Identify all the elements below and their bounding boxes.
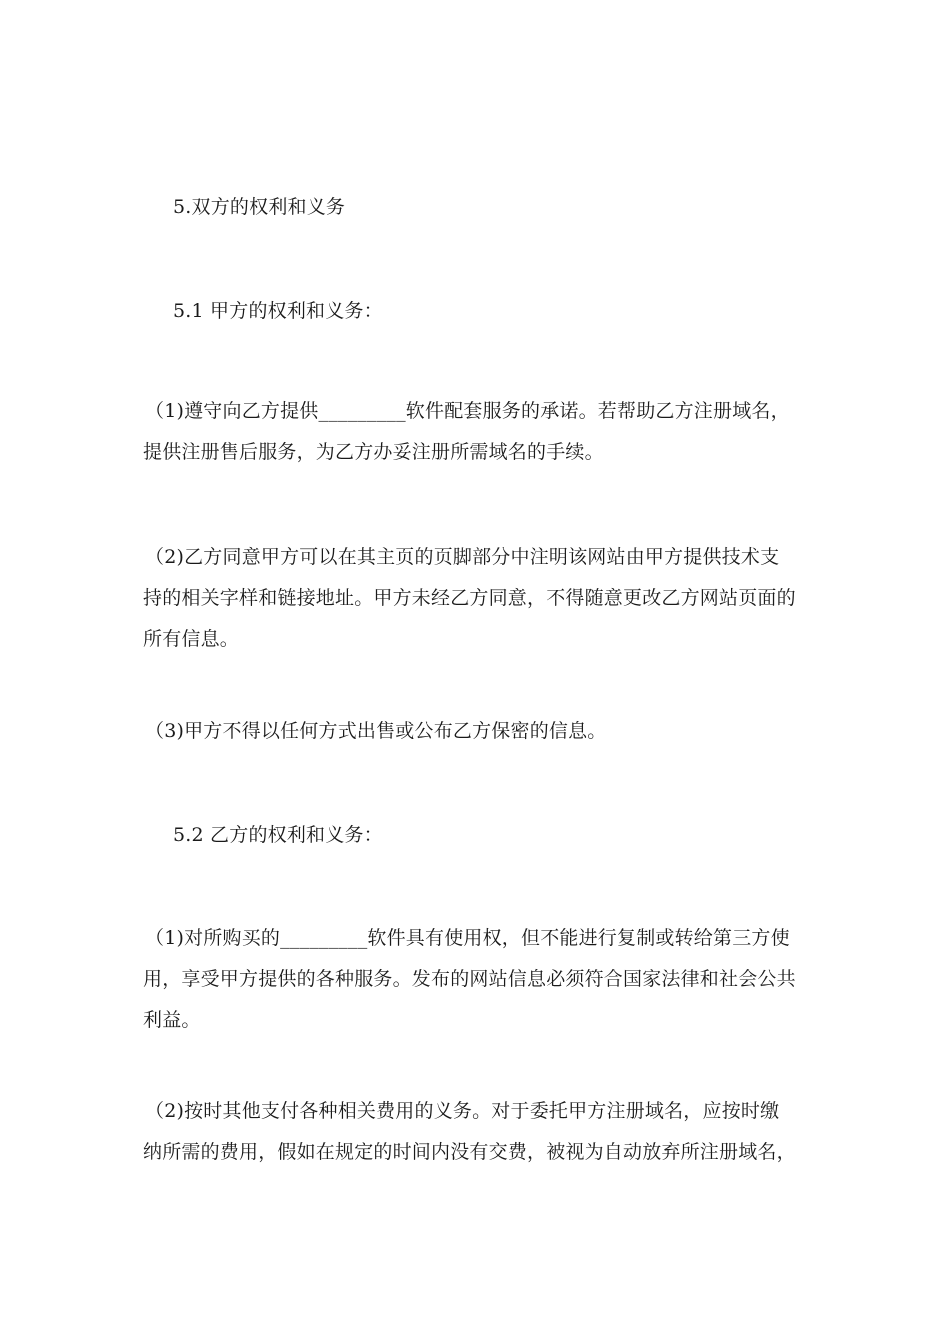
subsection-heading-party-a: 5.1 甲方的权利和义务：: [173, 300, 383, 322]
party-b-item-2: （2)按时其他支付各种相关费用的义务。对于委托甲方注册域名，应按时缴 纳所需的费用，假如在规定的时间内没有交费，被视为自动放弃所注册域名，: [143, 1100, 796, 1163]
subsection-heading-party-b: 5.2 乙方的权利和义务：: [173, 824, 383, 846]
party-a-item-3: （3)甲方不得以任何方式出售或公布乙方保密的信息。: [145, 720, 607, 742]
section-heading: 5.双方的权利和义务: [173, 196, 346, 218]
party-b-item-1: （1)对所购买的_________软件具有使用权，但不能进行复制或转给第三方使 用，享受甲方提供的各种服务。发布的网站信息必须符合国家法律和社会公共 利益。: [143, 927, 796, 1031]
party-a-item-2: （2)乙方同意甲方可以在其主页的页脚部分中注明该网站由甲方提供技术支 持的相关字样和链接地址。甲方未经乙方同意，不得随意更改乙方网站页面的 所有信息。: [143, 546, 796, 650]
party-a-item-1: （1)遵守向乙方提供_________软件配套服务的承诺。若帮助乙方注册域名， 提供注册售后服务，为乙方办妥注册所需域名的手续。: [143, 400, 790, 463]
